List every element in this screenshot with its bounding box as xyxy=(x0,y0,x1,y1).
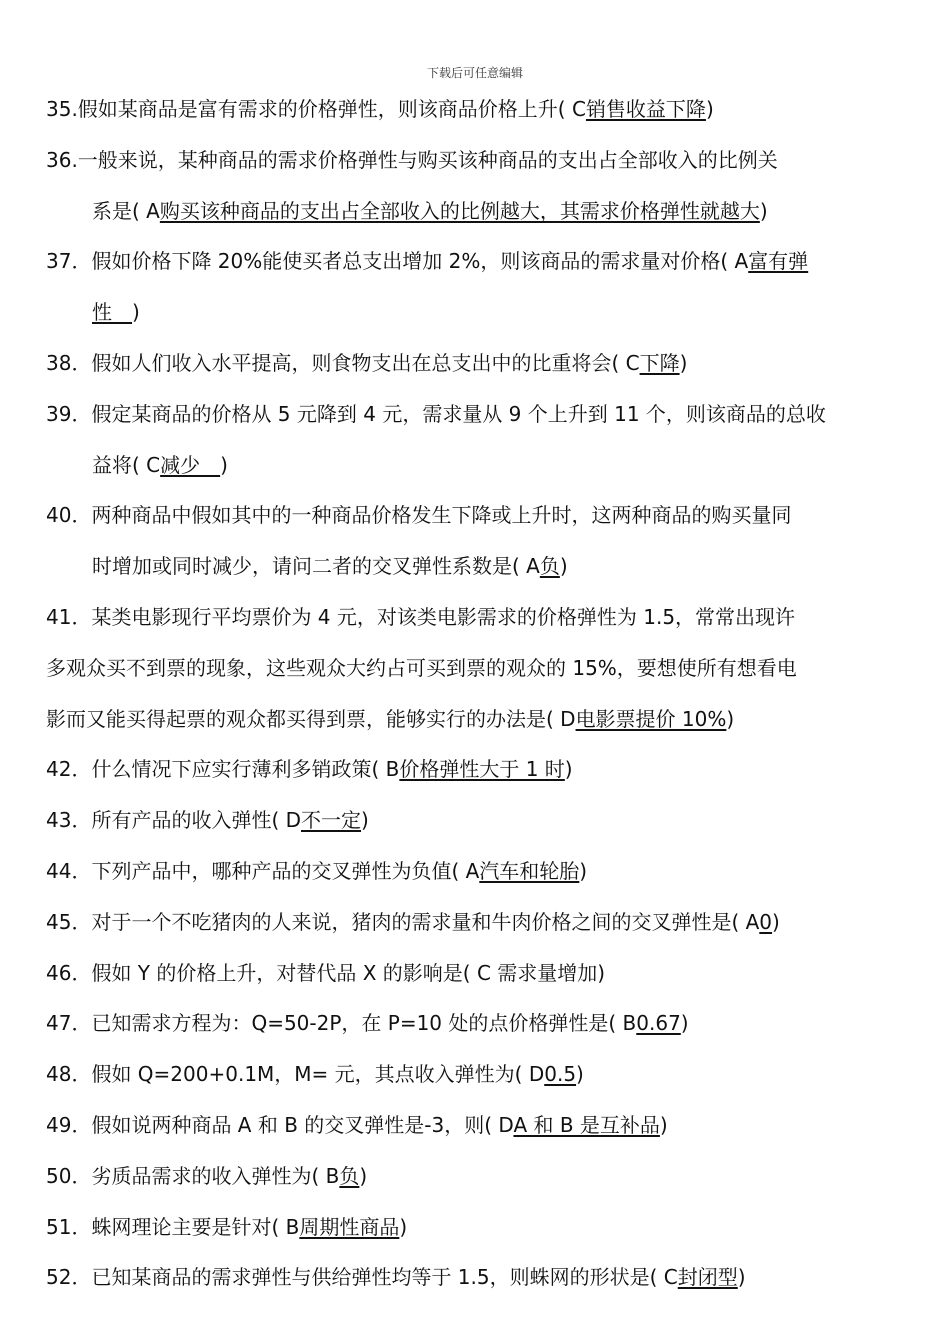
question-text: 39．假定某商品的价格从 5 元降到 4 元，需求量从 9 个上升到 11 个，则该商品的总收 xyxy=(46,401,826,426)
question-line xyxy=(46,186,908,237)
page-header: 下载后可任意编辑 xyxy=(426,66,523,80)
closing-paren: ) xyxy=(564,757,573,782)
question-line xyxy=(46,998,908,1049)
question-line xyxy=(46,287,908,338)
closing-paren: ) xyxy=(680,1011,689,1036)
closing-paren: ) xyxy=(132,300,140,325)
question-line xyxy=(46,490,908,541)
question-text: 51．蛛网理论主要是针对( B xyxy=(46,1214,300,1239)
closing-paren: ) xyxy=(220,452,228,477)
question-line xyxy=(46,795,908,846)
question-text: 时增加或同时减少，请问二者的交叉弹性系数是( A xyxy=(92,554,540,579)
question-text: 41．某类电影现行平均票价为 4 元，对该类电影需求的价格弹性为 1.5，常常出现许 xyxy=(46,604,796,629)
question-line xyxy=(46,592,908,643)
answer-text: 富有弹 xyxy=(748,249,809,274)
answer-text: 性 xyxy=(92,300,132,325)
question-text: 37．假如价格下降 20%能使买者总支出增加 2%，则该商品的需求量对价格( A xyxy=(46,249,749,274)
question-text: 52．已知某商品的需求弹性与供给弹性均等于 1.5，则蛛网的形状是( C xyxy=(46,1265,678,1290)
closing-paren: ) xyxy=(559,554,568,579)
question-line xyxy=(46,236,908,287)
closing-paren: ) xyxy=(772,909,780,934)
answer-text: 不一定 xyxy=(301,808,362,833)
question-line xyxy=(46,1100,908,1151)
closing-paren: ) xyxy=(705,97,714,121)
question-line xyxy=(46,135,908,186)
question-line xyxy=(46,84,908,135)
question-line xyxy=(46,541,908,592)
closing-paren: ) xyxy=(726,706,735,731)
question-text: 47．已知需求方程为：Q=50-2P，在 P=10 处的点价格弹性是( B xyxy=(46,1011,637,1036)
answer-text: 电影票提价 10% xyxy=(575,706,727,731)
question-line xyxy=(46,948,908,999)
closing-paren: ) xyxy=(359,1163,368,1188)
question-line xyxy=(46,440,908,491)
closing-paren: ) xyxy=(579,858,588,883)
question-text: 44．下列产品中，哪种产品的交叉弹性为负值( A xyxy=(46,858,480,883)
answer-text: 0.67 xyxy=(636,1011,681,1036)
answer-text: 负 xyxy=(539,554,560,579)
answer-text: 汽车和轮胎 xyxy=(479,858,580,883)
question-line xyxy=(46,1151,908,1202)
question-text: 38．假如人们收入水平提高，则食物支出在总支出中的比重将会( C xyxy=(46,350,640,375)
question-line xyxy=(46,744,908,795)
question-text: 35.假如某商品是富有需求的价格弹性，则该商品价格上升( C xyxy=(46,97,586,121)
question-line xyxy=(46,389,908,440)
question-text: 影而又能买得起票的观众都买得到票，能够实行的办法是( D xyxy=(46,706,576,731)
answer-text: 购买该种商品的支出占全部收入的比例越大，其需求价格弹性就越大 xyxy=(159,198,760,223)
answer-text: 0 xyxy=(759,909,773,934)
question-line xyxy=(46,846,908,897)
question-text: 46．假如 Y 的价格上升，对替代品 X 的影响是( C 需求量增加) xyxy=(46,960,606,985)
answer-text: 封闭型 xyxy=(677,1265,738,1290)
question-text: 益将( C xyxy=(92,452,161,477)
question-line xyxy=(46,338,908,389)
question-text: 42．什么情况下应实行薄利多销政策( B xyxy=(46,757,400,782)
question-line xyxy=(46,1252,908,1303)
closing-paren: ) xyxy=(737,1265,746,1290)
closing-paren: ) xyxy=(659,1112,668,1137)
question-text: 系是( A xyxy=(92,198,160,223)
question-line xyxy=(46,1202,908,1253)
question-line xyxy=(46,643,908,694)
question-text: 40．两种商品中假如其中的一种商品价格发生下降或上升时，这两种商品的购买量同 xyxy=(46,503,792,528)
question-list xyxy=(46,84,908,1303)
question-text: 49．假如说两种商品 A 和 B 的交叉弹性是-3，则( D xyxy=(46,1112,514,1137)
question-text: 45．对于一个不吃猪肉的人来说，猪肉的需求量和牛肉价格之间的交叉弹性是( A xyxy=(46,909,760,934)
closing-paren: ) xyxy=(361,808,369,833)
closing-paren: ) xyxy=(679,350,688,375)
closing-paren: ) xyxy=(759,198,768,223)
question-text: 36.一般来说，某种商品的需求价格弹性与购买该种商品的支出占全部收入的比例关 xyxy=(46,147,778,172)
answer-text: 下降 xyxy=(639,350,680,375)
question-text: 48．假如 Q=200+0.1M，M= 元，其点收入弹性为( D xyxy=(46,1062,545,1087)
question-line xyxy=(46,1049,908,1100)
answer-text: A 和 B 是互补品 xyxy=(513,1112,660,1137)
closing-paren: ) xyxy=(576,1062,584,1087)
question-text: 多观众买不到票的现象，这些观众大约占可买到票的观众的 15%，要想使所有想看电 xyxy=(46,655,797,680)
question-line xyxy=(46,694,908,745)
question-line xyxy=(46,897,908,948)
question-text: 43．所有产品的收入弹性( D xyxy=(46,808,302,833)
answer-text: 0.5 xyxy=(544,1062,577,1087)
answer-text: 周期性商品 xyxy=(299,1214,400,1239)
question-text: 50．劣质品需求的收入弹性为( B xyxy=(46,1163,340,1188)
answer-text: 销售收益下降 xyxy=(585,97,706,121)
closing-paren: ) xyxy=(399,1214,408,1239)
answer-text: 负 xyxy=(339,1163,360,1188)
answer-text: 价格弹性大于 1 时 xyxy=(399,757,565,782)
answer-text: 减少 xyxy=(160,452,221,477)
